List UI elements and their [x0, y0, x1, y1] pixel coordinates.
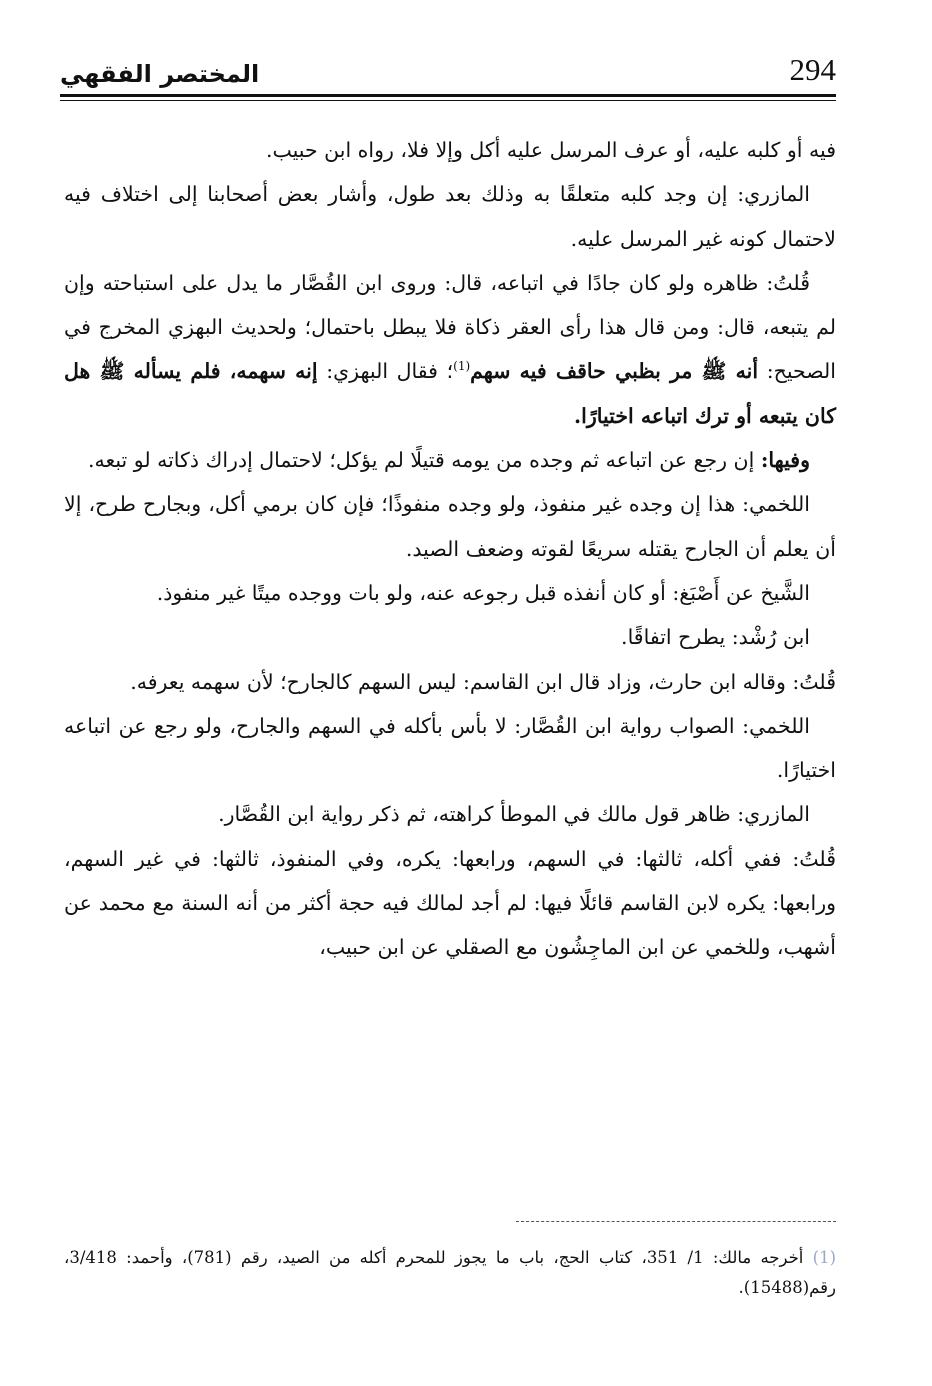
paragraph-5: اللخمي: هذا إن وجده غير منفوذ، ولو وجده منفوذًا؛ فإن كان برمي أكل، وبجارح طرح، إلا أن يعلم أن الجارح يقتله سريعًا لقوته وضعف الصيد.	[64, 492, 836, 561]
header-rule-thick	[60, 94, 836, 97]
paragraph-9: اللخمي: الصواب رواية ابن القُصَّار: لا بأس بأكله في السهم والجارح، ولو رجع عن اتباعه اختيارًا.	[64, 713, 836, 783]
footnote-text: أخرجه مالك: 1/ 351، كتاب الحج، باب ما يجوز للمحرم أكله من الصيد، رقم (781)، وأحمد: 3/418، رقم(15488).	[64, 1248, 836, 1297]
paragraph-6: الشَّيخ عن أَصْبَغ: أو كان أنفذه قبل رجوعه عنه، ولو بات ووجده ميتًا غير منفوذ.	[156, 580, 810, 605]
paragraph-4-text: إن رجع عن اتباعه ثم وجده من يومه قتيلًا لم يؤكل؛ لاحتمال إدراك ذكاته لو تبعه.	[87, 448, 755, 473]
paragraph-10: المازري: ظاهر قول مالك في الموطأ كراهته، ثم ذكر رواية ابن القُصَّار.	[218, 802, 810, 827]
page-number: 294	[789, 52, 836, 87]
header-rule-thin	[60, 100, 836, 101]
paragraph-3-mid: ؛ فقال البهزي:	[326, 359, 454, 384]
paragraph-3	[64, 261, 836, 438]
paragraph-8: قُلتُ: وقاله ابن حارث، وزاد قال ابن القاسم: ليس السهم كالجارح؛ لأن سهمه يعرفه.	[130, 669, 836, 694]
footnote-reference[interactable]: (1)	[453, 359, 471, 374]
paragraph-7: ابن رُشْد: يطرح اتفاقًا.	[621, 625, 810, 650]
paragraph-4-lead: وفيها:	[760, 448, 810, 473]
hadith-quote-1: أنه ﷺ مر بظبي حاقف فيه سهم	[470, 359, 759, 384]
footnote-separator	[516, 1221, 836, 1222]
hadith-quote-2: إنه سهمه، فلم يسأله ﷺ هل كان يتبعه أو ترك اتباعه اختيارًا.	[64, 359, 836, 428]
footnote-marker: (1)	[812, 1248, 837, 1267]
main-text	[64, 128, 836, 970]
book-title: المختصر الفقهي	[60, 60, 260, 88]
footnote	[64, 1243, 836, 1303]
paragraph-3-text: قُلتُ: ظاهره ولو كان جادًا في اتباعه، قال: وروى ابن القُصَّار ما يدل على استباحته وإن لم يتبعه، قال: ومن قال هذا رأى العقر ذكاة فلا يبطل باحتمال؛ ولحديث البهزي المخرج في الصحيح:	[64, 270, 836, 384]
paragraph-11: قُلتُ: ففي أكله، ثالثها: في السهم، ورابعها: يكره، وفي المنفوذ، ثالثها: في غير السهم، ورابعها: يكره لابن القاسم قائلًا فيها: لم أجد لمالك فيه حجة أكثر من أنه السنة مع محمد عن أشهب، وللخمي عن ابن الماجِشُون مع الصقلي عن ابن حبيب،	[64, 846, 836, 960]
paragraph-2: المازري: إن وجد كلبه متعلقًا به وذلك بعد طول، وأشار بعض أصحابنا إلى اختلاف فيه لاحتمال كونه غير المرسل عليه.	[64, 182, 836, 251]
paragraph-4	[64, 438, 836, 482]
paragraph-1: فيه أو كلبه عليه، أو عرف المرسل عليه أكل وإلا فلا، رواه ابن حبيب.	[265, 138, 836, 162]
